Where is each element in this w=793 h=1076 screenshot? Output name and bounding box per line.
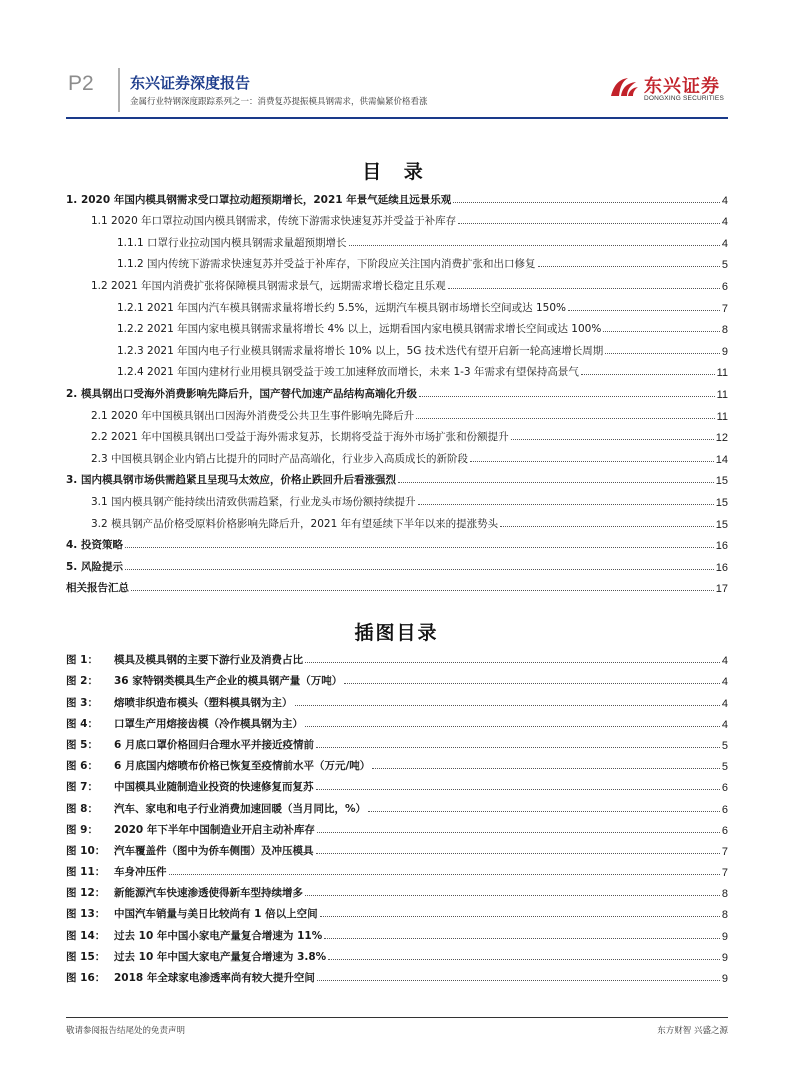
figure-list	[66, 646, 728, 985]
toc-leader	[316, 853, 720, 854]
figure-page: 9	[721, 951, 728, 964]
toc-entry-page: 6	[721, 280, 728, 293]
figure-list-title: 插图目录	[354, 622, 439, 644]
figure-page: 4	[721, 655, 728, 668]
toc-entry-text: 2. 模具钢出口受海外消费影响先降后升，国产替代加速产品结构高端化升级	[66, 387, 417, 400]
toc-entry-page: 4	[721, 194, 728, 207]
figure-title: 2020 年下半年中国制造业开启主动补库存	[114, 823, 315, 836]
toc-entry-page: 12	[715, 432, 728, 445]
toc-entry-page: 4	[721, 237, 728, 250]
figure-title: 2018 年全球家电渗透率尚有较大提升空间	[114, 972, 315, 984]
figure-page: 4	[721, 676, 728, 689]
figure-title: 6 月底国内熔喷布价格已恢复至疫情前水平（万元/吨）	[114, 760, 371, 773]
toc-leader	[344, 683, 720, 684]
figure-title: 汽车、家电和电子行业消费加速回暖（当月同比，%）	[114, 802, 367, 815]
figure-page: 8	[721, 888, 728, 901]
figure-title: 车身冲压件	[114, 866, 167, 879]
figure-entry[interactable]	[66, 731, 728, 752]
toc-entry[interactable]	[66, 379, 728, 401]
toc-entry[interactable]	[66, 487, 728, 509]
toc-entry-page: 15	[715, 518, 728, 531]
toc-leader	[470, 461, 714, 462]
toc-entry[interactable]	[66, 574, 728, 596]
toc-entry-page: 11	[716, 367, 728, 380]
toc-leader	[169, 874, 720, 875]
toc-entry-text: 2.2 2021 年中国模具钢出口受益于海外需求复苏，长期将受益于海外市场扩张和份额提升	[91, 431, 509, 444]
figure-title: 模具及模具钢的主要下游行业及消费占比	[114, 654, 303, 667]
figure-entry[interactable]	[66, 921, 728, 942]
toc-leader	[458, 223, 720, 224]
toc-entry[interactable]	[66, 250, 728, 272]
dongxing-logo-icon	[608, 70, 640, 102]
figure-page: 7	[721, 867, 728, 880]
figure-label: 图 5：	[66, 738, 98, 751]
figure-label: 图 8：	[66, 802, 98, 815]
figure-page: 7	[721, 845, 728, 858]
figure-title: 汽车覆盖件（图中为侨车侧围）及冲压模具	[114, 844, 314, 857]
figure-label: 图 9：	[66, 823, 98, 836]
toc-leader	[320, 916, 720, 917]
figure-entry[interactable]	[66, 710, 728, 731]
toc-entry-text: 2.3 中国模具钢企业内销占比提升的同时产品高端化，行业步入高质成长的新阶段	[91, 452, 469, 465]
toc-entry[interactable]	[66, 315, 728, 337]
toc-entry[interactable]	[66, 293, 728, 315]
figure-label: 图 4：	[66, 717, 98, 730]
toc-entry-page: 4	[721, 216, 728, 229]
toc-leader	[418, 504, 714, 505]
toc-entry[interactable]	[66, 401, 728, 423]
toc-entry-text: 1.2.2 2021 年国内家电模具钢需求量将增长 4% 以上，远期看国内家电模具钢需求增长空间或达 100%	[117, 323, 602, 336]
toc-leader	[305, 895, 720, 896]
figure-entry[interactable]	[66, 667, 728, 688]
toc-leader	[511, 439, 714, 440]
figure-page: 6	[721, 782, 728, 795]
figure-title: 口罩生产用熔接齿模（冷作模具钢为主）	[114, 717, 303, 730]
toc-entry-text: 3. 国内模具钢市场供需趋紧且呈现马太效应，价格止跌回升后看涨强烈	[66, 474, 396, 487]
toc-leader	[416, 418, 714, 419]
figure-entry[interactable]	[66, 646, 728, 667]
figure-page: 5	[721, 739, 728, 752]
toc-entry-page: 7	[721, 302, 728, 315]
figure-entry[interactable]	[66, 816, 728, 837]
toc-entry-text: 相关报告汇总	[66, 582, 129, 595]
toc-leader	[324, 938, 720, 939]
toc-entry-page: 11	[716, 410, 728, 423]
toc-entry-text: 1.2.3 2021 年国内电子行业模具钢需求量将增长 10% 以上，5G 技术迭代有望开启新一轮高速增长周期	[117, 344, 604, 357]
figure-entry[interactable]	[66, 752, 728, 773]
toc-leader	[500, 526, 714, 527]
toc-leader	[398, 482, 714, 483]
figure-label: 图 1：	[66, 654, 98, 667]
figure-title: 中国模具业随制造业投资的快速修复而复苏	[114, 781, 314, 794]
toc-entry[interactable]	[66, 185, 728, 207]
header-divider	[118, 68, 120, 112]
figure-page: 5	[721, 761, 728, 774]
toc-entry-text: 1.2 2021 年国内消费扩张将保障模具钢需求景气，远期需求增长稳定且乐观	[91, 279, 446, 292]
toc-entry-page: 5	[721, 259, 728, 272]
figure-label: 图 12：	[66, 887, 106, 900]
toc-entry-page: 17	[715, 583, 728, 596]
toc-leader	[317, 832, 720, 833]
toc-entry-text: 4. 投资策略	[66, 539, 123, 552]
logo-name-en: DONGXING SECURITIES	[644, 95, 725, 102]
figure-page: 8	[721, 909, 728, 922]
figure-entry[interactable]	[66, 837, 728, 858]
toc-entry-text: 2.1 2020 年中国模具钢出口因海外消费受公共卫生事件影响先降后升	[91, 409, 415, 422]
toc-leader	[419, 396, 715, 397]
toc-entry-text: 5. 风险提示	[66, 560, 123, 573]
toc-entry-text: 1.1.1 口罩行业拉动国内模具钢需求量超预期增长	[117, 236, 347, 249]
toc-leader	[305, 662, 720, 663]
toc-title: 目 录	[362, 161, 431, 183]
figure-label: 图 6：	[66, 760, 98, 773]
figure-entry[interactable]	[66, 900, 728, 921]
toc-entry-page: 16	[715, 540, 728, 553]
toc-leader	[316, 789, 720, 790]
figure-entry[interactable]	[66, 858, 728, 879]
figure-label: 图 2：	[66, 675, 98, 688]
toc-entry-page: 8	[721, 324, 728, 337]
figure-label: 图 15：	[66, 950, 106, 963]
toc-entry-text: 1. 2020 年国内模具钢需求受口罩拉动超预期增长，2021 年景气延续且远景乐观	[66, 193, 452, 206]
figure-entry[interactable]	[66, 773, 728, 794]
toc-leader	[448, 288, 720, 289]
report-title: 东兴证券深度报告	[130, 74, 251, 92]
toc-entry[interactable]	[66, 531, 728, 553]
toc-entry[interactable]	[66, 466, 728, 488]
figure-label: 图 13：	[66, 908, 106, 921]
toc-entry-page: 16	[715, 561, 728, 574]
page-number: P2	[68, 72, 94, 95]
toc-entry-text: 1.1.2 国内传统下游需求快速复苏并受益于补库存，下阶段应关注国内消费扩张和出口修复	[117, 258, 536, 271]
logo-name-cn: 东兴证券	[644, 76, 720, 97]
toc-leader	[372, 768, 720, 769]
toc-entry[interactable]	[66, 423, 728, 445]
toc-leader	[581, 374, 715, 375]
figure-title: 中国汽车销量与美日比较尚有 1 倍以上空间	[114, 908, 318, 921]
header-rule	[66, 117, 728, 119]
toc-leader	[131, 590, 714, 591]
toc-entry-text: 3.2 模具钢产品价格受原料价格影响先降后升，2021 年有望延续下半年以来的提涨势头	[91, 517, 499, 530]
toc-leader	[125, 547, 714, 548]
toc-entry[interactable]	[66, 509, 728, 531]
figure-title: 36 家特钢类模具生产企业的模具钢产量（万吨）	[114, 675, 343, 688]
toc-leader	[453, 202, 720, 203]
toc-leader	[125, 569, 714, 570]
toc-leader	[538, 266, 720, 267]
toc-entry[interactable]	[66, 444, 728, 466]
figure-page: 4	[721, 697, 728, 710]
toc-leader	[305, 726, 720, 727]
figure-page: 9	[721, 930, 728, 943]
company-logo	[608, 70, 728, 106]
toc-entry-page: 15	[715, 475, 728, 488]
figure-entry[interactable]	[66, 688, 728, 709]
figure-title: 过去 10 年中国小家电产量复合增速为 11%	[114, 929, 323, 942]
toc-entry-text: 1.1 2020 年口罩拉动国内模具钢需求，传统下游需求快速复苏并受益于补库存	[91, 215, 457, 228]
toc-entry-text: 3.1 国内模具钢产能持续出清致供需趋紧，行业龙头市场份额持续提升	[91, 495, 416, 508]
figure-label: 图 10：	[66, 844, 106, 857]
figure-title: 熔喷非织造布模头（塑料模具钢为主）	[114, 696, 293, 709]
figure-entry[interactable]	[66, 964, 728, 985]
figure-page: 6	[721, 824, 728, 837]
toc-leader	[605, 353, 720, 354]
toc-entry-page: 14	[715, 453, 728, 466]
figure-label: 图 14：	[66, 929, 106, 942]
figure-page: 6	[721, 803, 728, 816]
toc-entry-page: 9	[721, 345, 728, 358]
toc-leader	[328, 959, 720, 960]
report-subtitle: 金属行业特钢深度跟踪系列之一：消费复苏提振模具钢需求，供需偏紧价格看涨	[130, 97, 428, 107]
toc-entry[interactable]	[66, 228, 728, 250]
figure-label: 图 11：	[66, 866, 106, 879]
footer-slogan: 东方财智 兴盛之源	[657, 1026, 728, 1036]
toc-entry[interactable]	[66, 552, 728, 574]
figure-page: 4	[721, 718, 728, 731]
toc-entry[interactable]	[66, 336, 728, 358]
figure-entry[interactable]	[66, 794, 728, 815]
figure-title: 6 月底口罩价格回归合理水平并接近疫情前	[114, 738, 314, 751]
toc-leader	[568, 310, 720, 311]
figure-entry[interactable]	[66, 943, 728, 964]
toc-entry-text: 1.2.1 2021 年国内汽车模具钢需求量将增长约 5.5%，远期汽车模具钢市场增长空间或达 150%	[117, 301, 566, 314]
footer-rule	[66, 1017, 728, 1018]
toc-leader	[603, 331, 720, 332]
figure-page: 9	[721, 973, 728, 985]
toc-entry[interactable]	[66, 358, 728, 380]
toc-entry[interactable]	[66, 207, 728, 229]
toc-leader	[295, 705, 720, 706]
figure-label: 图 7：	[66, 781, 98, 794]
figure-title: 新能源汽车快速渗透使得新车型持续增多	[114, 887, 303, 900]
toc-list	[66, 185, 728, 595]
toc-entry-page: 15	[715, 496, 728, 509]
toc-leader	[349, 245, 720, 246]
toc-entry[interactable]	[66, 271, 728, 293]
figure-label: 图 3：	[66, 696, 98, 709]
toc-leader	[368, 811, 720, 812]
toc-leader	[316, 747, 720, 748]
figure-title: 过去 10 年中国大家电产量复合增速为 3.8%	[114, 950, 327, 963]
figure-entry[interactable]	[66, 879, 728, 900]
figure-label: 图 16：	[66, 972, 106, 984]
footer-disclaimer: 敬请参阅报告结尾处的免责声明	[66, 1026, 186, 1036]
toc-entry-text: 1.2.4 2021 年国内建材行业用模具钢受益于竣工加速释放而增长，未来 1-3 年需求有望保持高景气	[117, 366, 579, 379]
toc-entry-page: 11	[716, 388, 728, 401]
toc-leader	[317, 980, 720, 981]
